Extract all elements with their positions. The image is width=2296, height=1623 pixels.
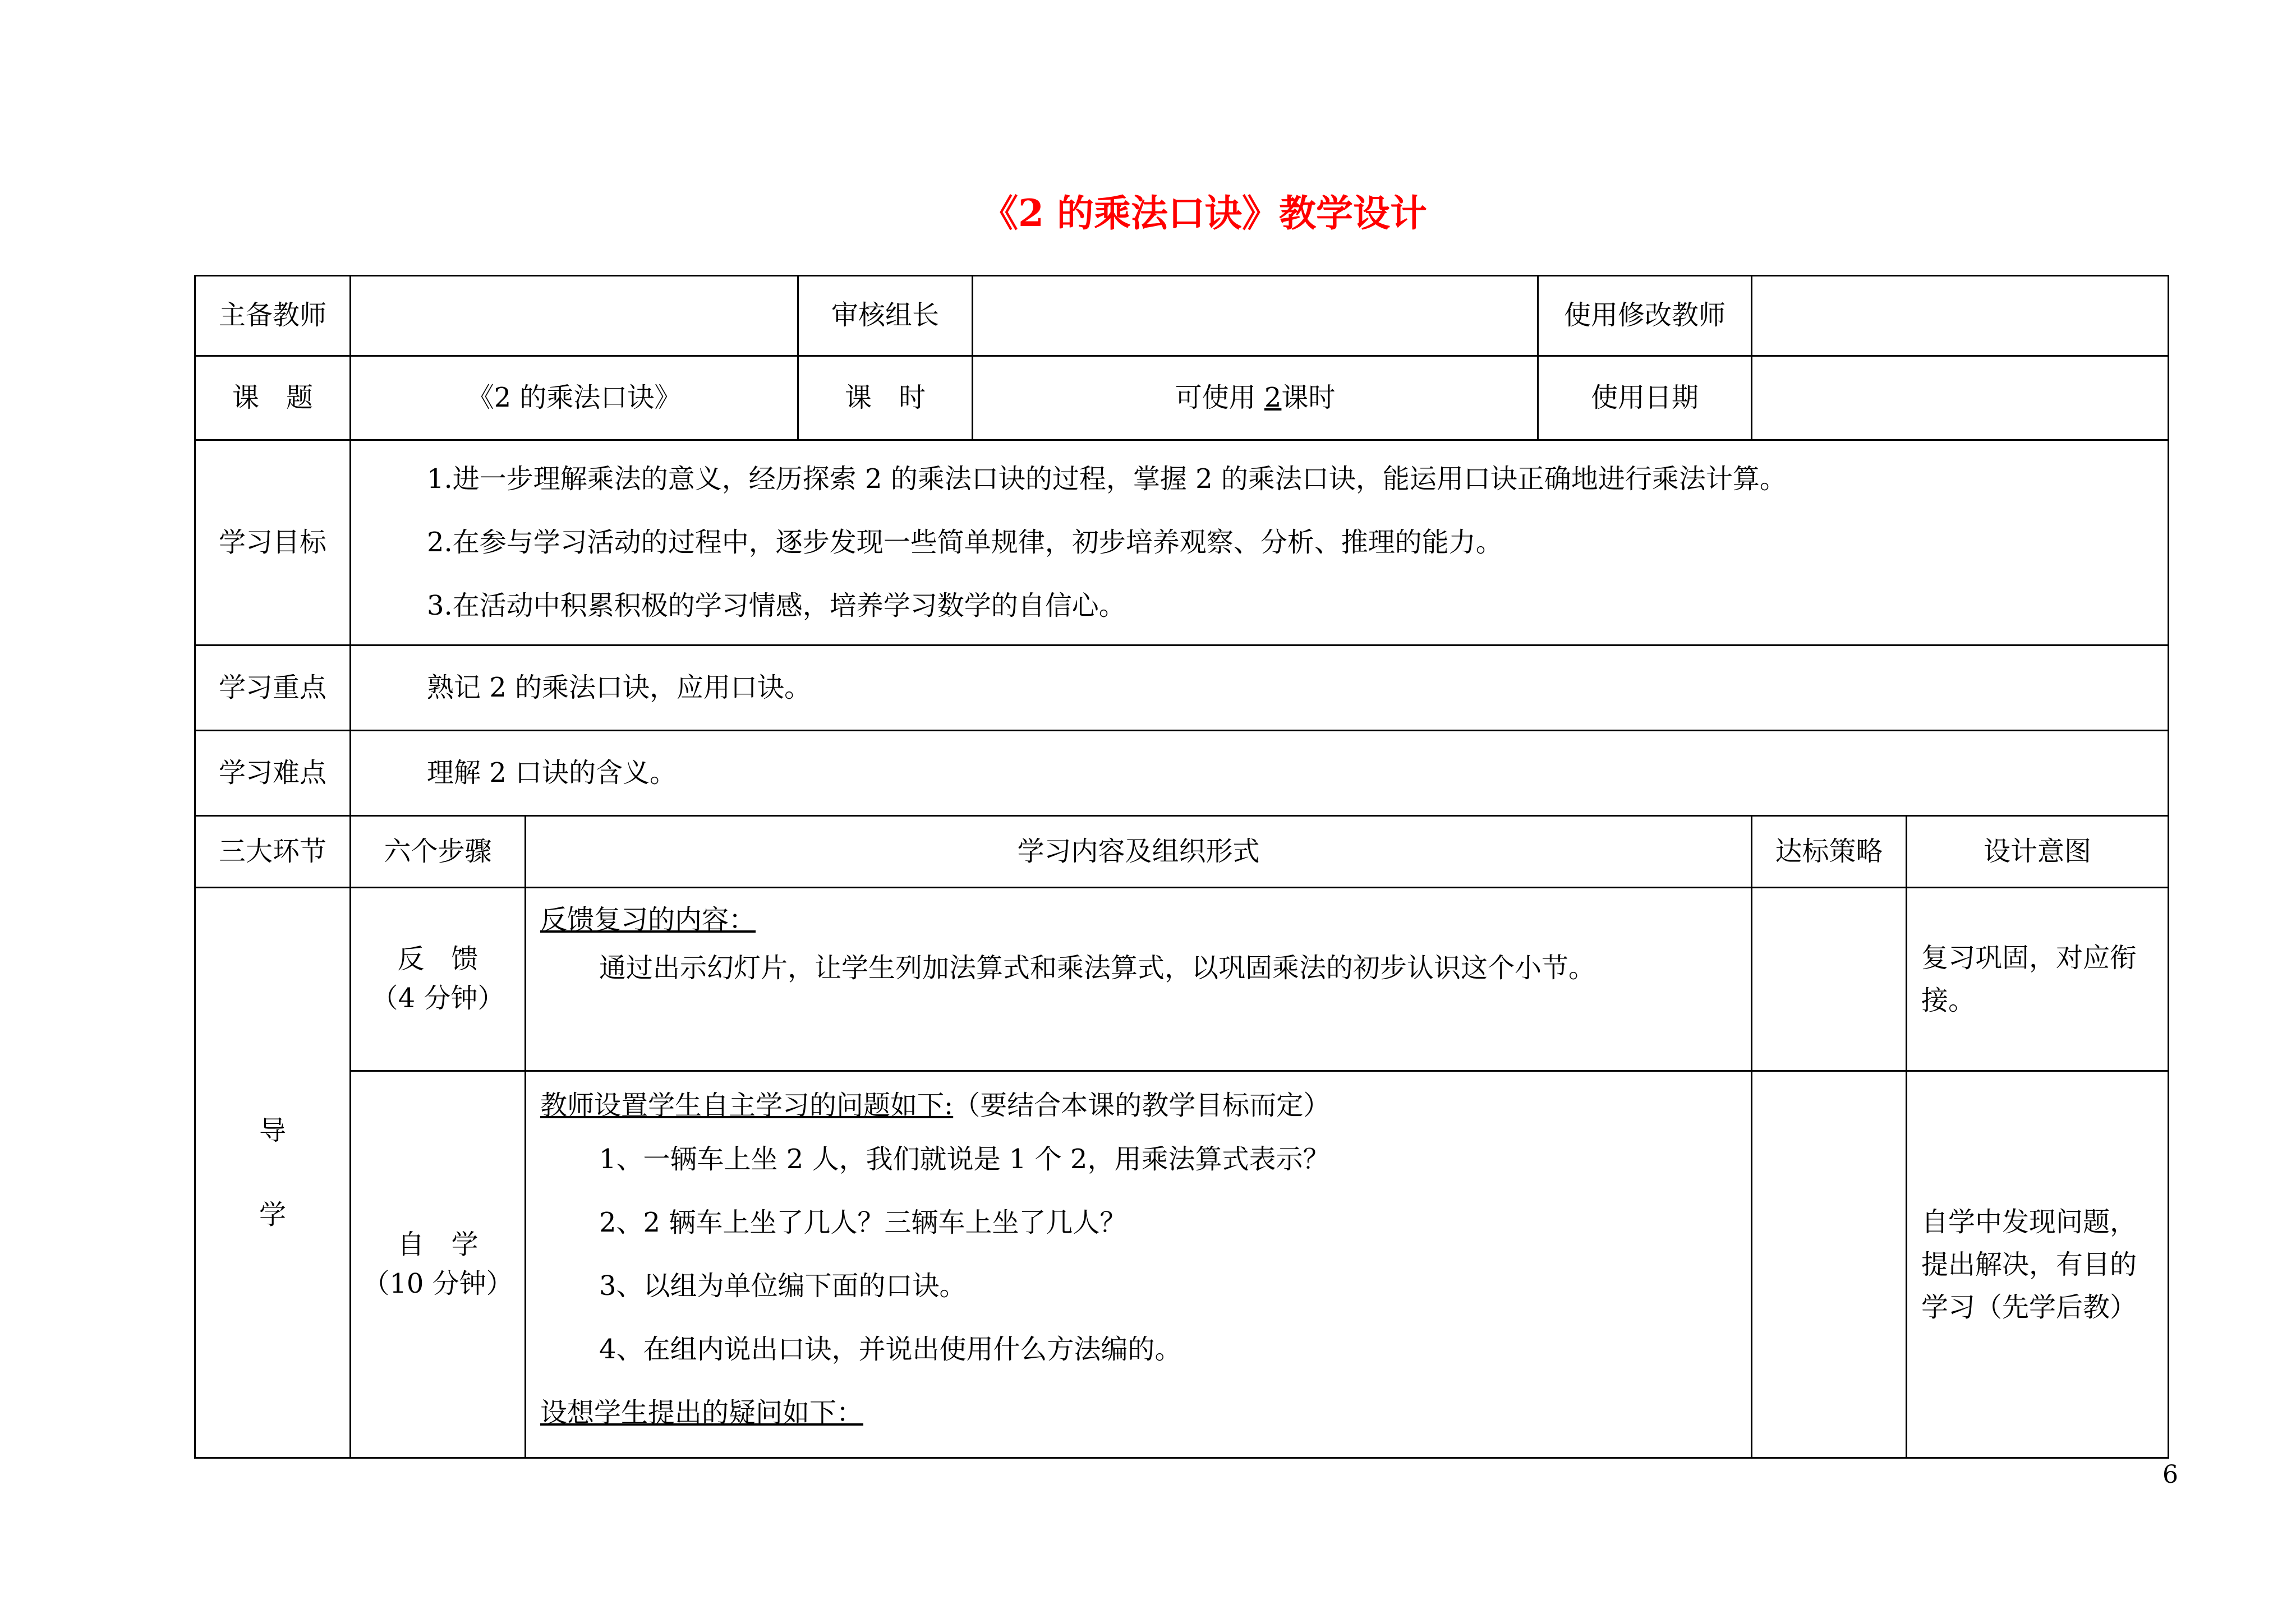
self-study-intent: 自学中发现问题，提出解决，有目的学习（先学后教） — [1907, 1071, 2169, 1458]
stage-guide-line: 导 — [259, 1115, 286, 1146]
objectives-list — [351, 440, 2169, 645]
column-header-stage: 三大环节 — [195, 816, 351, 888]
topic-value: 《2 的乘法口诀》 — [351, 356, 798, 440]
difficulty-value: 理解 2 口诀的含义。 — [351, 731, 2169, 816]
hours-label: 课 时 — [798, 356, 973, 440]
feedback-content — [526, 888, 1752, 1071]
lesson-info-row — [195, 356, 2169, 440]
objectives-row — [195, 440, 2169, 645]
feedback-heading: 反馈复习的内容： — [540, 904, 756, 935]
column-header-strategy: 达标策略 — [1752, 816, 1907, 888]
page-number: 6 — [2162, 1460, 2178, 1489]
feedback-strategy — [1752, 888, 1907, 1071]
stage-guide-cell — [195, 888, 351, 1458]
self-study-question: 2、2 辆车上坐了几人？三辆车上坐了几人？ — [599, 1207, 1127, 1238]
topic-label: 课 题 — [195, 356, 351, 440]
self-study-heading-note: （要结合本课的教学目标而定） — [953, 1090, 1331, 1121]
hours-value — [973, 356, 1538, 440]
student-questions-heading: 设想学生提出的疑问如下： — [540, 1397, 864, 1428]
revising-teacher-value — [1752, 276, 2169, 356]
hours-number: 2 — [1264, 381, 1282, 413]
main-teacher-value — [351, 276, 798, 356]
document-title: 《2 的乘法口诀》教学设计 — [981, 191, 1427, 235]
feedback-step-cell — [351, 888, 526, 1071]
difficulty-label: 学习难点 — [195, 731, 351, 816]
feedback-step-name: 反 馈 — [397, 943, 478, 975]
objective-item: 3.在活动中积累积极的学习情感，培养学习数学的自信心。 — [427, 590, 1126, 621]
column-header-step: 六个步骤 — [351, 816, 526, 888]
date-label: 使用日期 — [1538, 356, 1752, 440]
hours-suffix: 课时 — [1281, 381, 1336, 413]
teacher-info-row — [195, 276, 2169, 356]
self-study-row — [195, 1071, 2169, 1458]
feedback-text: 通过出示幻灯片，让学生列加法算式和乘法算式，以巩固乘法的初步认识这个小节。 — [599, 952, 1596, 984]
feedback-intent: 复习巩固，对应衔接。 — [1907, 888, 2169, 1071]
main-teacher-label: 主备教师 — [195, 276, 351, 356]
key-point-row — [195, 645, 2169, 731]
stage-guide-line: 学 — [259, 1199, 286, 1230]
self-study-question: 3、以组为单位编下面的口诀。 — [599, 1270, 967, 1302]
key-point-value: 熟记 2 的乘法口诀，应用口诀。 — [351, 645, 2169, 731]
self-study-heading-line — [540, 1083, 1737, 1128]
process-header-row — [195, 816, 2169, 888]
self-study-strategy — [1752, 1071, 1907, 1458]
objectives-label: 学习目标 — [195, 440, 351, 645]
self-study-step-cell — [351, 1071, 526, 1458]
lesson-plan-table — [194, 275, 2169, 1459]
self-study-heading: 教师设置学生自主学习的问题如下: — [540, 1090, 954, 1121]
self-study-step-name: 自 学 — [397, 1228, 478, 1260]
self-study-question: 4、在组内说出口诀，并说出使用什么方法编的。 — [599, 1334, 1182, 1365]
hours-prefix: 可使用 — [1175, 381, 1256, 413]
column-header-content: 学习内容及组织形式 — [526, 816, 1752, 888]
objective-item: 2.在参与学习活动的过程中，逐步发现一些简单规律，初步培养观察、分析、推理的能力。 — [427, 527, 1503, 558]
feedback-step-time: （4 分钟） — [371, 983, 505, 1014]
objective-item: 1.进一步理解乘法的意义，经历探索 2 的乘法口诀的过程，掌握 2 的乘法口诀，能运用口诀正确地进行乘法计算。 — [427, 463, 1787, 495]
date-value — [1752, 356, 2169, 440]
feedback-row — [195, 888, 2169, 1071]
self-study-step-time: （10 分钟） — [362, 1267, 513, 1299]
column-header-intent: 设计意图 — [1907, 816, 2169, 888]
self-study-question: 1、一辆车上坐 2 人，我们就说是 1 个 2，用乘法算式表示？ — [599, 1144, 1330, 1175]
self-study-content — [526, 1071, 1752, 1458]
reviewer-label: 审核组长 — [798, 276, 973, 356]
key-point-label: 学习重点 — [195, 645, 351, 731]
revising-teacher-label: 使用修改教师 — [1538, 276, 1752, 356]
reviewer-value — [973, 276, 1538, 356]
difficulty-row — [195, 731, 2169, 816]
